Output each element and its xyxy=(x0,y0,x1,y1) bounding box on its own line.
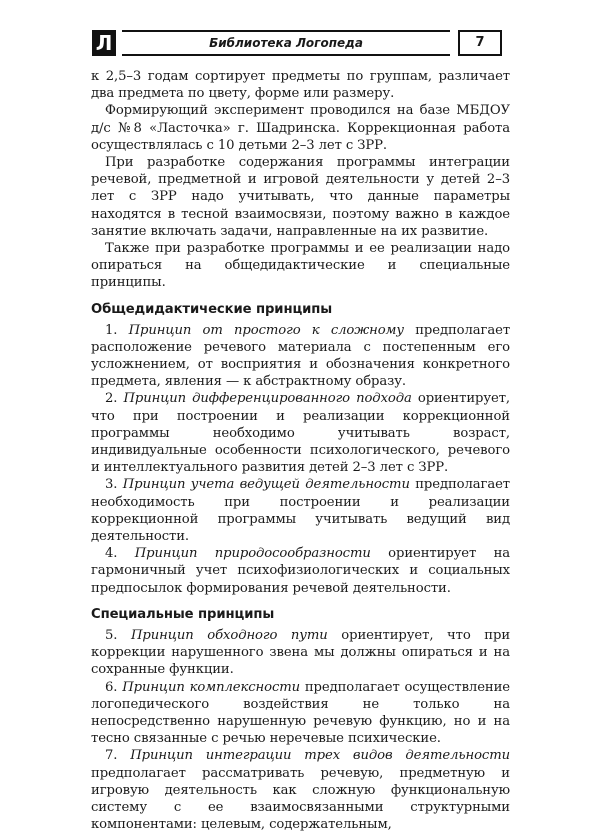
logo-icon: Л xyxy=(92,30,116,56)
running-header xyxy=(92,30,510,58)
paragraph: При разработке содержания программы интеграции речевой, предметной и игровой деятельности у детей 2–3 лет с ЗРР надо учитывать, что данные параметры находятся в тесной взаимосвязи, поэтому важно в каждое занятие включать задачи, направленные на их развитие. xyxy=(91,155,510,239)
paragraph: Также при разработке программы и ее реализации надо опираться на общедидактические и специальные принципы. xyxy=(91,241,510,291)
header-title: Библиотека Логопеда xyxy=(122,30,450,56)
principle-term: Принцип дифференцированного подхода xyxy=(123,391,412,407)
page-number: 7 xyxy=(458,30,502,56)
principle-item: 5. Принцип обходного пути ориентирует, что при коррекции нарушенного звена мы должны опираться и на сохранные функции. xyxy=(91,627,511,678)
paragraph: Формирующий эксперимент проводился на базе МБДОУ д/с №8 «Ласточка» г. Шадринска. Коррекционная работа осуществлялась с 10 детьми 2–3 лет с ЗРР. xyxy=(91,103,510,153)
principle-item: 4. Принцип природосообразности ориентирует на гармоничный учет психофизиологических и социальных предпосылок формирования речевой деятельности. xyxy=(91,546,511,596)
principle-term: Принцип интеграции трех видов деятельности xyxy=(130,748,510,764)
principle-term: Принцип от простого к сложному xyxy=(128,322,404,338)
principle-item: 3. Принцип учета ведущей деятельности предполагает необходимость при построении и реализации коррекционной программы учитывать ведущий вид деятельности. xyxy=(91,477,510,545)
page-body xyxy=(91,68,510,833)
section-heading-special: Специальные принципы xyxy=(91,606,275,622)
principle-term: Принцип природосообразности xyxy=(134,546,371,562)
principle-term: Принцип обходного пути xyxy=(131,627,328,643)
principle-item: 7. Принцип интеграции трех видов деятельности предполагает рассматривать речевую, предметную и игровую деятельность как сложную функциональную систему с ее взаимосвязанными структурными компонентами: целевым, содержательным, xyxy=(91,748,510,833)
paragraph: к 2,5–3 годам сортирует предметы по группам, различает два предмета по цвету, форме или размеру. xyxy=(91,69,510,102)
principle-item: 6. Принцип комплексности предполагает осуществление логопедического воздействия не только на непосредственно нарушенную речевую функцию, но и на тесно связанные с речью неречевые психические. xyxy=(91,679,510,747)
principle-item: 2. Принцип дифференцированного подхода ориентирует, что при построении и реализации коррекционной программы необходимо учитывать возраст, индивидуальные особенности психологического, речевого и интеллектуального развития детей 2–3 лет с ЗРР. xyxy=(91,391,511,476)
principle-item: 1. Принцип от простого к сложному предполагает расположение речевого материала с постепенным его усложнением, от восприятия и обозначения конкретного предмета, явления — к абстрактному образу. xyxy=(91,322,511,390)
section-heading-general: Общедидактические принципы xyxy=(91,301,333,317)
principle-term: Принцип учета ведущей деятельности xyxy=(122,477,410,493)
principle-term: Принцип комплексности xyxy=(122,679,301,695)
